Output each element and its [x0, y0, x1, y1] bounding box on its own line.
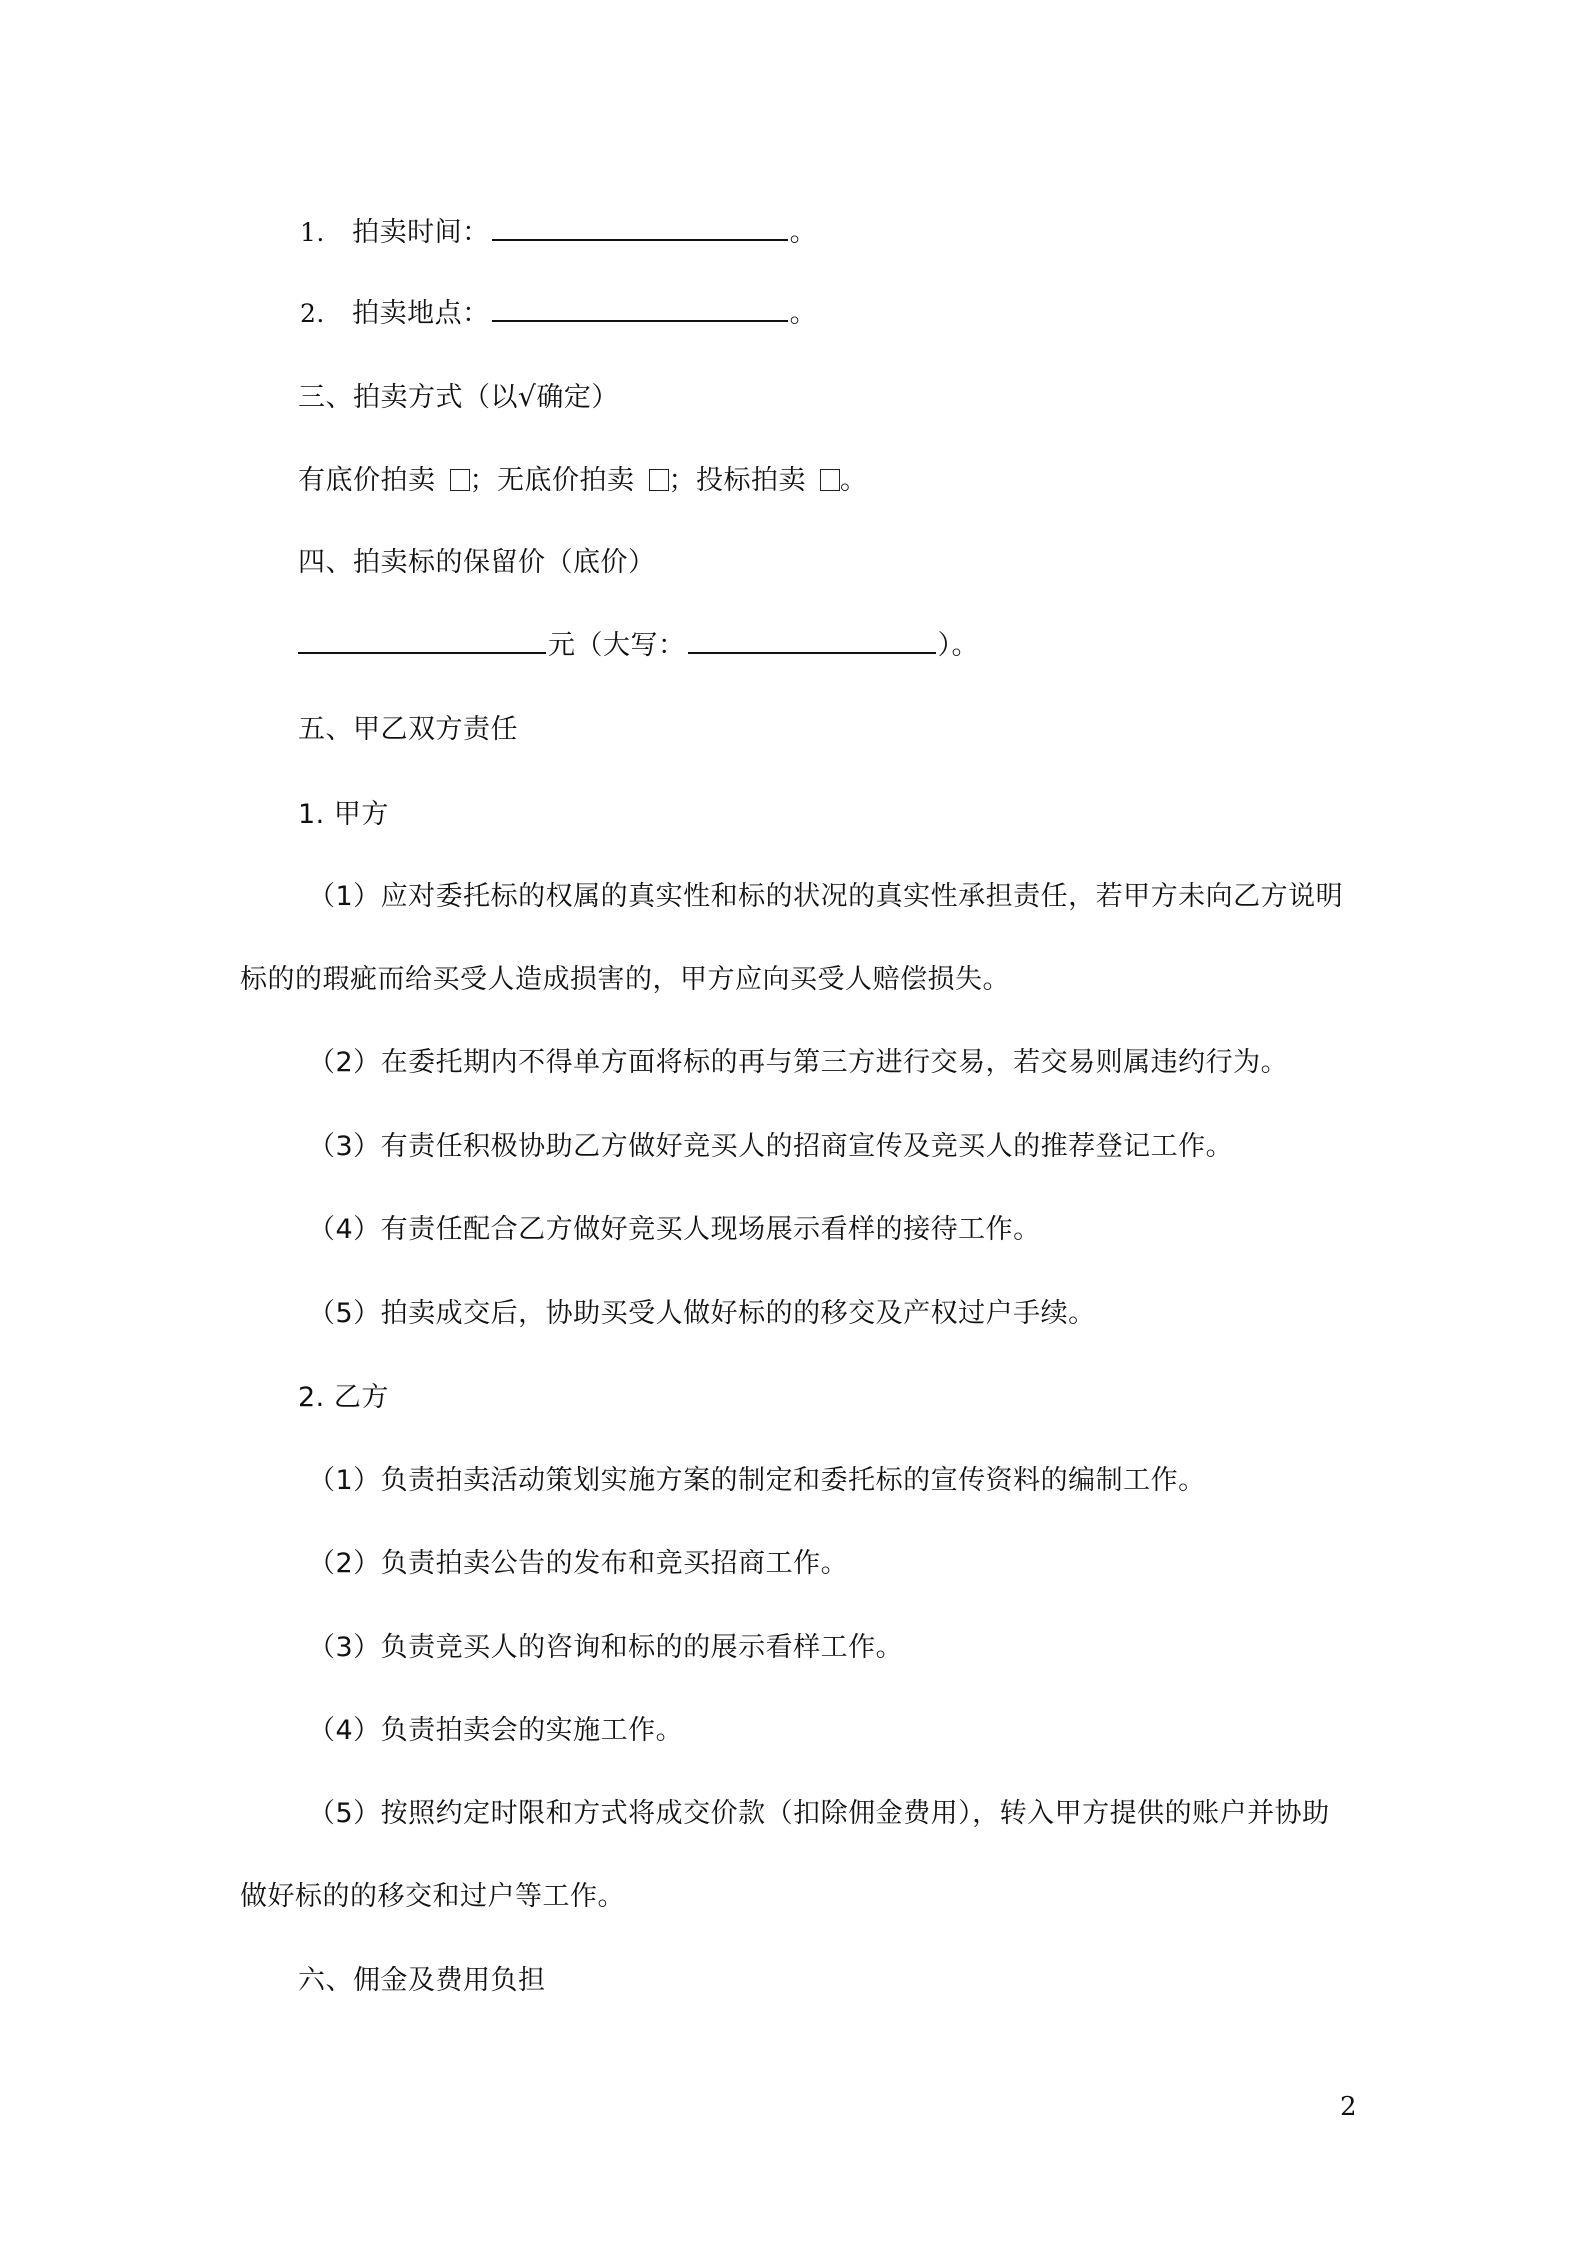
party-b-item-3: （3）负责竞买人的咨询和标的的展示看样工作。	[308, 1632, 904, 1663]
party-b-item-5-cont: 做好标的的移交和过户等工作。	[240, 1881, 625, 1912]
party-b-item-2: （2）负责拍卖公告的发布和竞买招商工作。	[308, 1548, 849, 1579]
item-label: 拍卖地点：	[352, 298, 490, 329]
page-number: 2	[1340, 2092, 1357, 2122]
blank-line[interactable]	[492, 213, 788, 241]
checkbox-tender[interactable]	[820, 469, 840, 491]
period: 。	[789, 217, 818, 248]
amount-words-blank[interactable]	[688, 626, 936, 654]
section-5-title: 五、甲乙双方责任	[298, 714, 518, 745]
blank-line[interactable]	[492, 294, 788, 322]
party-b-item-4: （4）负责拍卖会的实施工作。	[308, 1715, 684, 1746]
method-label: ；无底价拍卖	[469, 465, 635, 496]
party-a-item-4: （4）有责任配合乙方做好竞买人现场展示看样的接待工作。	[308, 1214, 1041, 1245]
closing-paren: ）。	[937, 630, 979, 661]
party-a-item-1: （1）应对委托标的权属的真实性和标的状况的真实性承担责任，若甲方未向乙方说明	[308, 881, 1344, 912]
amount-blank[interactable]	[298, 626, 546, 654]
auction-methods	[298, 461, 868, 501]
checkbox-reserve-price[interactable]	[450, 469, 470, 491]
section-3-title	[298, 377, 619, 418]
party-a-item-2: （2）在委托期内不得单方面将标的再与第三方进行交易，若交易则属违约行为。	[308, 1047, 1289, 1078]
checkmark-symbol: √	[518, 380, 537, 413]
party-a-item-5: （5）拍卖成交后，协助买受人做好标的的移交及产权过户手续。	[308, 1298, 1096, 1329]
party-a-item-3: （3）有责任积极协助乙方做好竞买人的招商宣传及竞买人的推荐登记工作。	[308, 1131, 1234, 1162]
party-b-item-1: （1）负责拍卖活动策划实施方案的制定和委托标的宣传资料的编制工作。	[308, 1465, 1206, 1496]
item-label: 拍卖时间：	[352, 217, 490, 248]
party-a-title: 1. 甲方	[298, 799, 389, 830]
price-unit-label: 元（大写：	[548, 630, 686, 661]
reserve-price-line	[298, 626, 979, 666]
period: 。	[840, 465, 868, 496]
party-b-item-5: （5）按照约定时限和方式将成交价款（扣除佣金费用），转入甲方提供的账户并协助	[308, 1798, 1330, 1829]
method-label: 有底价拍卖	[298, 465, 436, 496]
method-label: ；投标拍卖	[668, 465, 806, 496]
item-number: 2.	[300, 299, 325, 328]
section-title-part: 确定）	[536, 382, 619, 413]
party-b-title: 2. 乙方	[298, 1382, 389, 1413]
item-auction-location	[300, 294, 817, 334]
item-auction-time	[300, 213, 817, 253]
item-number: 1.	[300, 218, 325, 247]
checkbox-no-reserve[interactable]	[649, 469, 669, 491]
section-6-title: 六、佣金及费用负担	[298, 1965, 546, 1996]
period: 。	[789, 298, 818, 329]
section-4-title: 四、拍卖标的保留价（底价）	[298, 547, 656, 578]
section-title-part: 三、拍卖方式（以	[298, 382, 518, 413]
party-a-item-1-cont: 标的的瑕疵而给买受人造成损害的，甲方应向买受人赔偿损失。	[240, 964, 1010, 995]
